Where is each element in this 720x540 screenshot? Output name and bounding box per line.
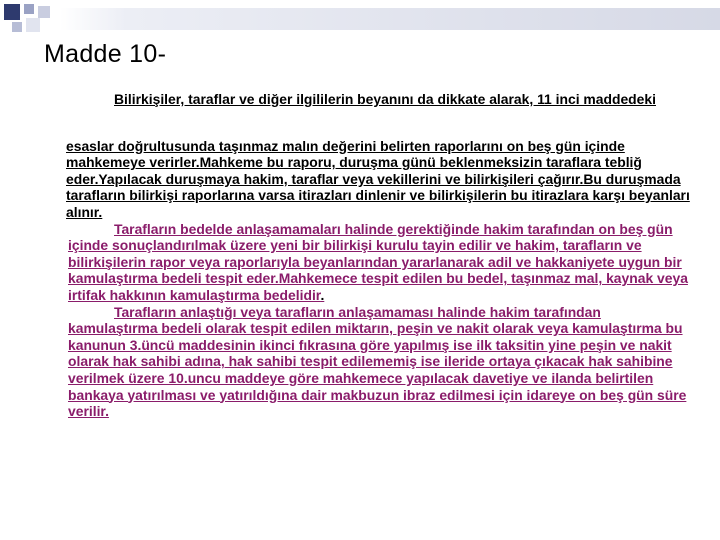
slide-decoration bbox=[0, 0, 720, 40]
paragraph-4-text: Tarafların anlaştığı veya tarafların anlaşamaması halinde hakim tarafından kamulaştırma bedeli olarak tespit edilen miktarın, peşin ve nakit olarak veya kamulaştırma bu kanunun 3.üncü maddesinin ikinci fıkrasına göre yapılmış ise ilk taksitin yine peşin ve nakit olarak hak sahibi adına, hak sahibi tespit edilememiş ise ileride ortaya çıkacak hak sahibine verilmek üzere 10.uncu maddeye göre mahkemece yapılacak davetiye ve ilanda belirtilen bankaya yatırılması ve yatırıldığına dair makbuzun ibraz edilmesi için idareye on beş gün süre verilir. bbox=[68, 303, 687, 420]
paragraph-4 bbox=[68, 304, 690, 420]
paragraph-1-text: Bilirkişiler, taraflar ve diğer ilgililerin beyanını da dikkate alarak, 11 inci maddedeki bbox=[114, 91, 656, 107]
decor-square bbox=[12, 22, 22, 32]
decor-square bbox=[38, 6, 50, 18]
header-gradient-band bbox=[60, 8, 720, 30]
slide-title: Madde 10- bbox=[44, 40, 167, 68]
paragraph-3-end: . bbox=[320, 286, 325, 303]
paragraph-3-text: Tarafların bedelde anlaşamamaları halinde gerektiğinde hakim tarafından on beş gün içinde sonuçlandırılmak üzere yeni bir bilirkişi kurulu tayin edilir ve hakim, tarafların ve bilirkişilerin rapor veya raporlarıyla beyanlarından yararlanarak adil ve hakkaniyete uygun bir kamulaştırma bedeli tespit eder.Mahkemece tespit edilen bu bedel, taşınmaz mal, kaynak veya irtifak hakkının kamulaştırma bedelidir bbox=[68, 220, 688, 303]
paragraph-3 bbox=[68, 221, 690, 304]
paragraph-2 bbox=[66, 138, 690, 221]
paragraph-1 bbox=[68, 91, 690, 108]
decor-square bbox=[24, 4, 34, 14]
paragraph-2-text: esaslar doğrultusunda taşınmaz malın değerini belirten raporlarını on beş gün içinde mahkemeye verirler.Mahkeme bu raporu, duruşma günü beklenmeksizin taraflara tebliğ eder.Yapılacak duruşmaya hakim, taraflar veya vekillerini ve bilirkişileri çağırır.Bu duruşmada tarafların bilirkişi raporlarına varsa itirazları dinlenir ve bilirkişilerin bu itirazlara karşı beyanları alınır. bbox=[66, 137, 690, 220]
slide-content bbox=[68, 91, 690, 420]
decor-square bbox=[4, 4, 20, 20]
decor-square bbox=[26, 18, 40, 32]
